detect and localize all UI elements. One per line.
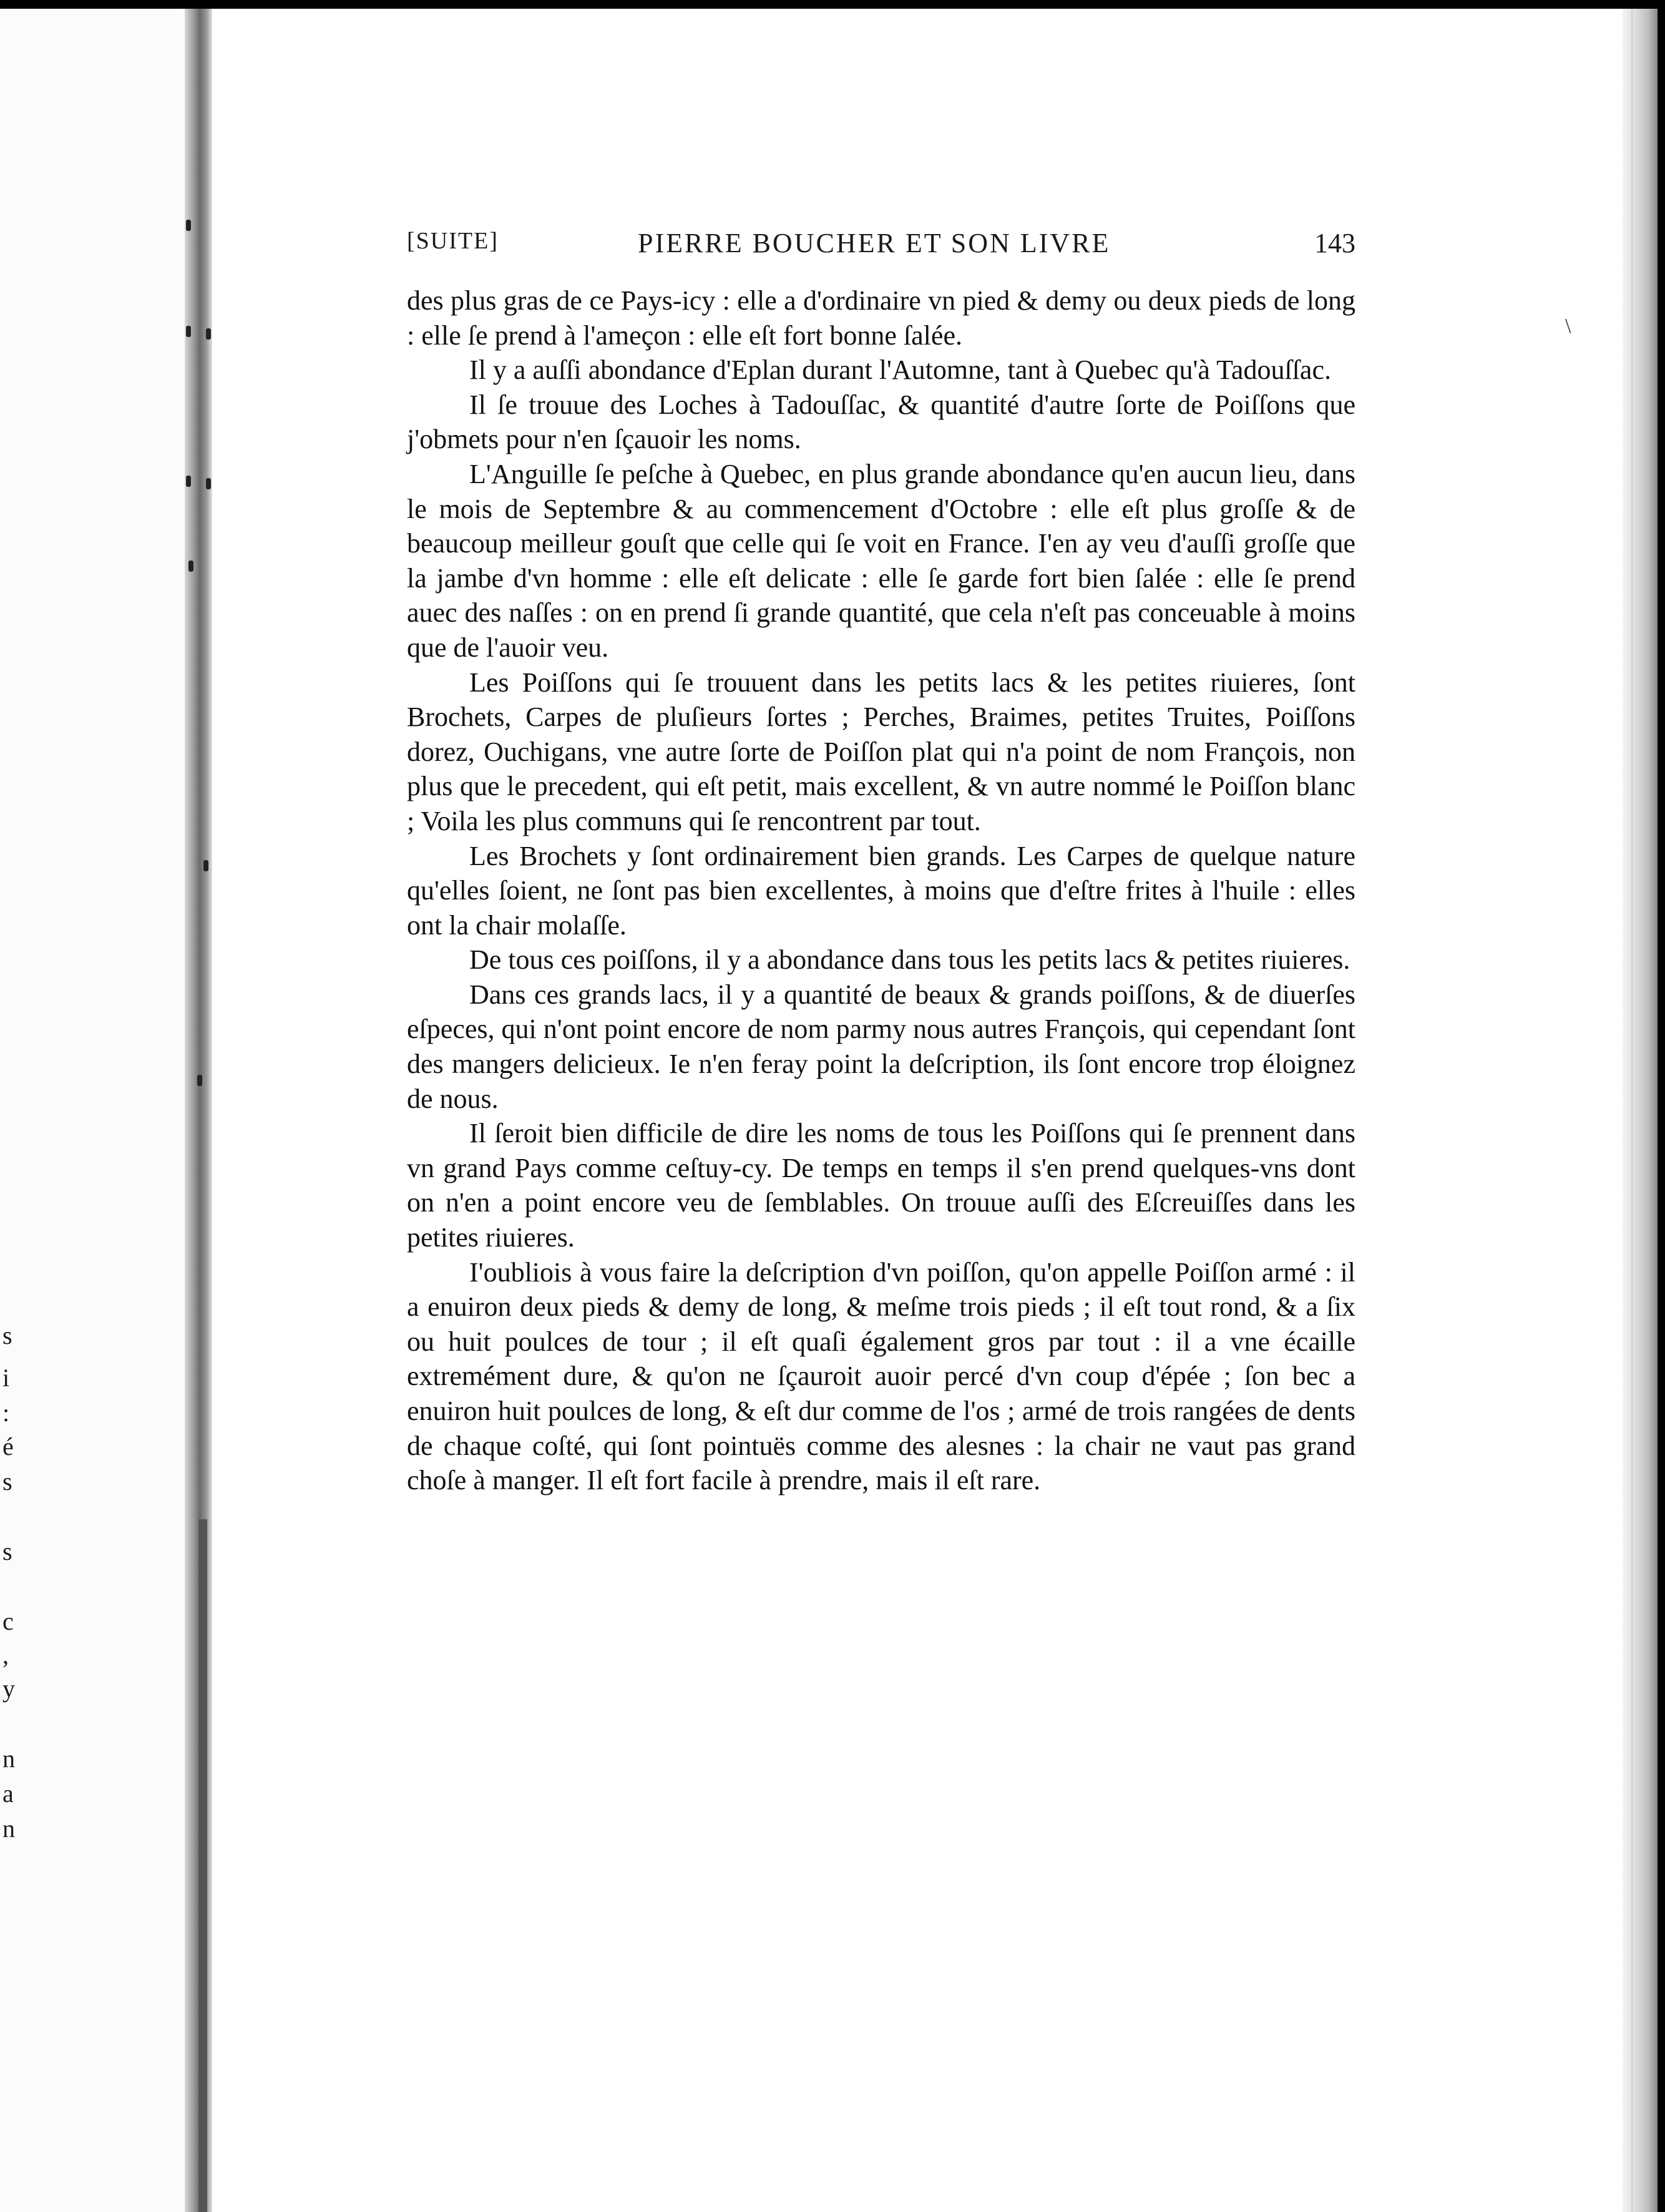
gutter-speck xyxy=(197,1075,202,1086)
margin-letter: s xyxy=(2,1467,12,1495)
gutter-speck xyxy=(188,560,193,572)
gutter-speck xyxy=(203,860,208,871)
paragraph: Les Brochets y ſont ordinairement bien grands. Les Carpes de quelque nature qu'elles ſoient, ne ſont pas bien excellentes, à moins que d'eſtre frites à l'huile : elles ont la chair molaſſe. xyxy=(407,840,1355,941)
gutter-speck xyxy=(206,478,211,489)
paragraph: Les Poiſſons qui ſe trouuent dans les petits lacs & les petites riuieres, ſont Brochets, Carpes de pluſieurs ſortes ; Perches, Braimes, petites Truites, Poiſſons dorez, Ouchigans, vne autre ſorte de Poiſſon plat qui n'a point de nom François, non plus que le precedent, qui eſt petit, mais excellent, & vn autre nommé le Poiſſon blanc ; Voila les plus communs qui ſe rencontrent par tout. xyxy=(407,667,1355,836)
running-title: PIERRE BOUCHER ET SON LIVRE xyxy=(638,228,1111,258)
margin-letter: , xyxy=(2,1641,9,1669)
running-header xyxy=(407,227,1355,262)
paragraph: Il y a auſſi abondance d'Eplan durant l'Automne, tant à Quebec qu'à Tadouſſac. xyxy=(469,355,1331,386)
paragraph: L'Anguille ſe peſche à Quebec, en plus grande abondance qu'en aucun lieu, dans le mois de Septembre & au commencement d'Octobre : elle eſt plus groſſe & de beaucoup meilleur gouſt que celle qui ſe voit en France. I'en ay veu d'auſſi groſſe que la jambe d'vn homme : elle eſt delicate : elle ſe garde fort bien ſalée : elle ſe prend auec des naſſes : on en prend ſi grande quantité, que cela n'eſt pas conceuable à moins que de l'auoir veu. xyxy=(407,458,1355,663)
gutter-speck xyxy=(186,476,191,487)
section-label: [SUITE] xyxy=(407,228,499,254)
facing-page-letters xyxy=(0,9,25,2212)
facing-page-edge xyxy=(0,9,185,2212)
gutter-speck xyxy=(206,328,211,340)
margin-letter: : xyxy=(2,1399,10,1427)
body-text xyxy=(407,283,1355,1498)
paragraph: Il ſe trouue des Loches à Tadouſſac, & quantité d'autre ſorte de Poiſſons que j'obmets pour n'en ſçauoir les noms. xyxy=(407,389,1355,455)
paragraph: De tous ces poiſſons, il y a abondance dans tous les petits lacs & petites riuieres. xyxy=(469,944,1350,976)
scan-border-top xyxy=(0,0,1665,9)
margin-letter: s xyxy=(2,1321,12,1349)
paragraph: Dans ces grands lacs, il y a quantité de beaux & grands poiſſons, & de diuerſes eſpeces, qui n'ont point encore de nom parmy nous autres François, qui cependant ſont des mangers delicieux. Ie n'en feray point la deſcription, ils ſont encore trop éloignez de nous. xyxy=(407,979,1355,1114)
page-edge-line xyxy=(1631,9,1633,2212)
page-number: 143 xyxy=(1314,228,1355,258)
scanned-page xyxy=(0,9,1658,2212)
scan-border-right xyxy=(1658,0,1665,2212)
margin-letter: s xyxy=(2,1537,12,1565)
gutter-speck xyxy=(186,326,191,337)
paragraph: I'oubliois à vous faire la deſcription d'vn poiſſon, qu'on appelle Poiſſon armé : il a enuiron deux pieds & demy de long, & meſme trois pieds ; il eſt tout rond, & a ſix ou huit poulces de tour ; il eſt quaſi également gros par tout : il a vne écaille extremément dure, & qu'on ne ſçauroit auoir percé d'vn coup d'épée ; ſon bec a enuiron huit poulces de long, & eſt dur comme de l'os ; armé de trois rangées de dents de chaque coſté, qui ſont pointuës comme des alesnes : la chair ne vaut pas grand choſe à manger. Il eſt fort facile à prendre, mais il eſt rare. xyxy=(407,1256,1355,1496)
margin-letter: a xyxy=(2,1779,14,1808)
margin-letter: c xyxy=(2,1607,14,1635)
page-right-edge xyxy=(1623,9,1658,2212)
paragraph: Il ſeroit bien difficile de dire les noms de tous les Poiſſons qui ſe prennent dans vn grand Pays comme ceſtuy-cy. De temps en temps il s'en prend quelques-vns dont on n'en a point encore veu de ſemblables. On trouue auſſi des Eſcreuiſſes dans les petites riuieres. xyxy=(407,1118,1355,1253)
margin-letter: y xyxy=(2,1675,15,1703)
margin-letter: é xyxy=(2,1432,14,1461)
gutter-shadow xyxy=(198,1519,207,2212)
paragraph: des plus gras de ce Pays-icy : elle a d'ordinaire vn pied & demy ou deux pieds de long : elle ſe prend à l'ameçon : elle eſt fort bonne ſalée. xyxy=(407,285,1355,351)
margin-letter: n xyxy=(2,1814,15,1843)
gutter-speck xyxy=(186,220,191,231)
margin-letter: n xyxy=(2,1745,15,1773)
stray-mark: \ xyxy=(1565,315,1571,338)
margin-letter: i xyxy=(2,1364,10,1392)
